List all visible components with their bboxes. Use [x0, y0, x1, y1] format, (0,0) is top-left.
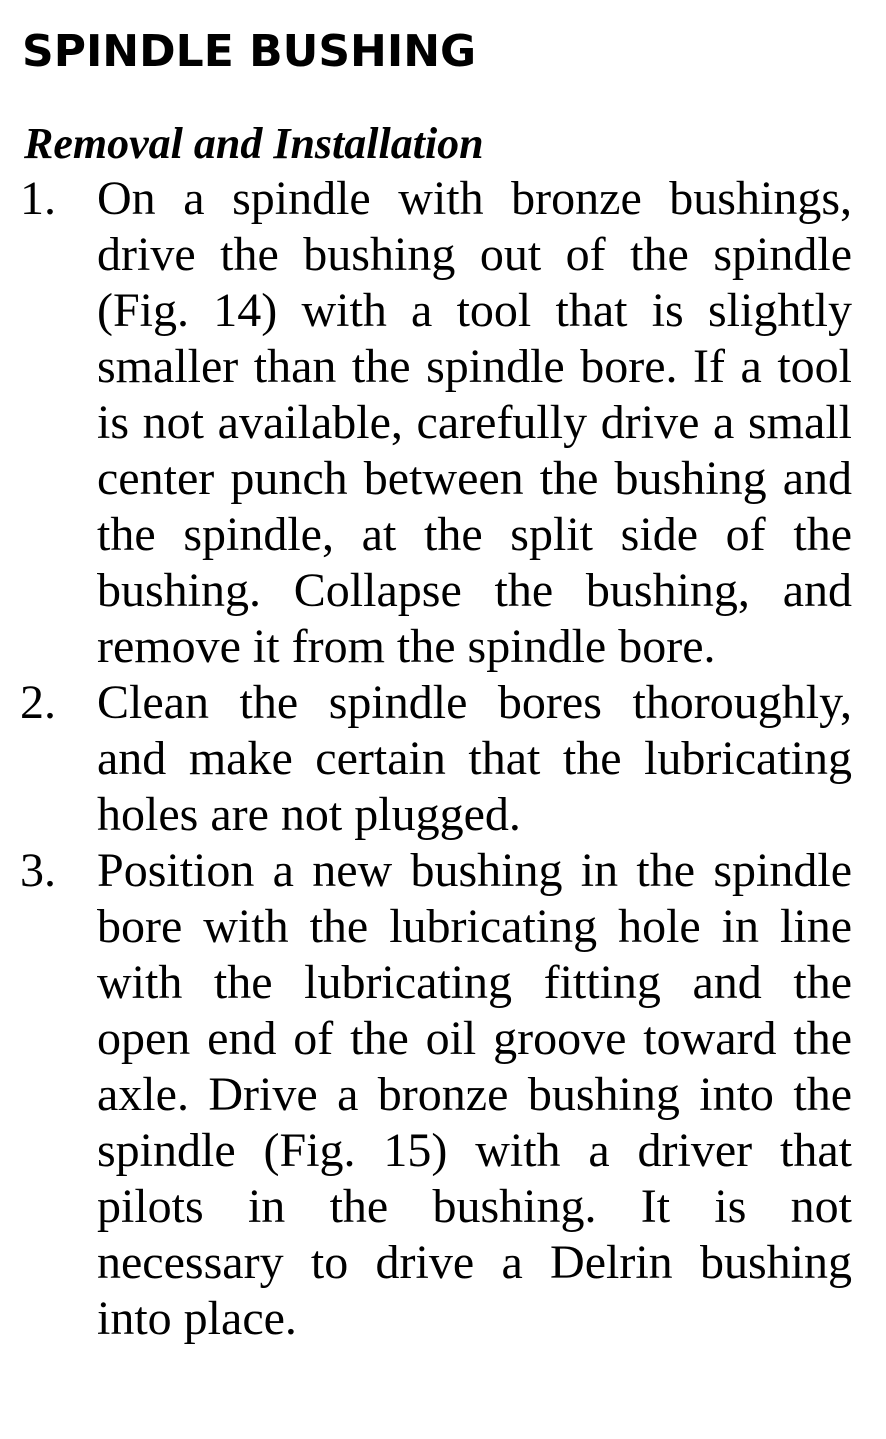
step-3: [0, 843, 886, 1347]
step-2-text: Clean the spindle bores thoroughly, and make certain that the lubricating holes are not plugged.: [97, 676, 852, 841]
procedure-subheading: Removal and Installation: [24, 119, 484, 168]
procedure-steps: [0, 171, 886, 1347]
step-1: [0, 171, 886, 675]
step-2-number: 2.: [20, 676, 56, 729]
step-1-text: On a spindle with bronze bushings, drive the bushing out of the spindle (Fig. 14) with a tool that is slightly smaller than the spindle bore. If a tool is not available, carefully drive a small center punch between the bushing and the spindle, at the split side of the bushing. Collapse the bushing, and remove it from the spindle bore.: [97, 172, 852, 673]
step-2: [0, 675, 886, 843]
section-heading: SPINDLE BUSHING: [22, 26, 477, 77]
step-3-number: 3.: [20, 844, 56, 897]
step-3-text: Position a new bushing in the spindle bore with the lubricating hole in line with the lubricating fitting and the open end of the oil groove toward the axle. Drive a bronze bushing into the spindle (Fig. 15) with a driver that pilots in the bushing. It is not necessary to drive a Delrin bushing into place.: [97, 844, 852, 1345]
step-1-number: 1.: [20, 172, 56, 225]
